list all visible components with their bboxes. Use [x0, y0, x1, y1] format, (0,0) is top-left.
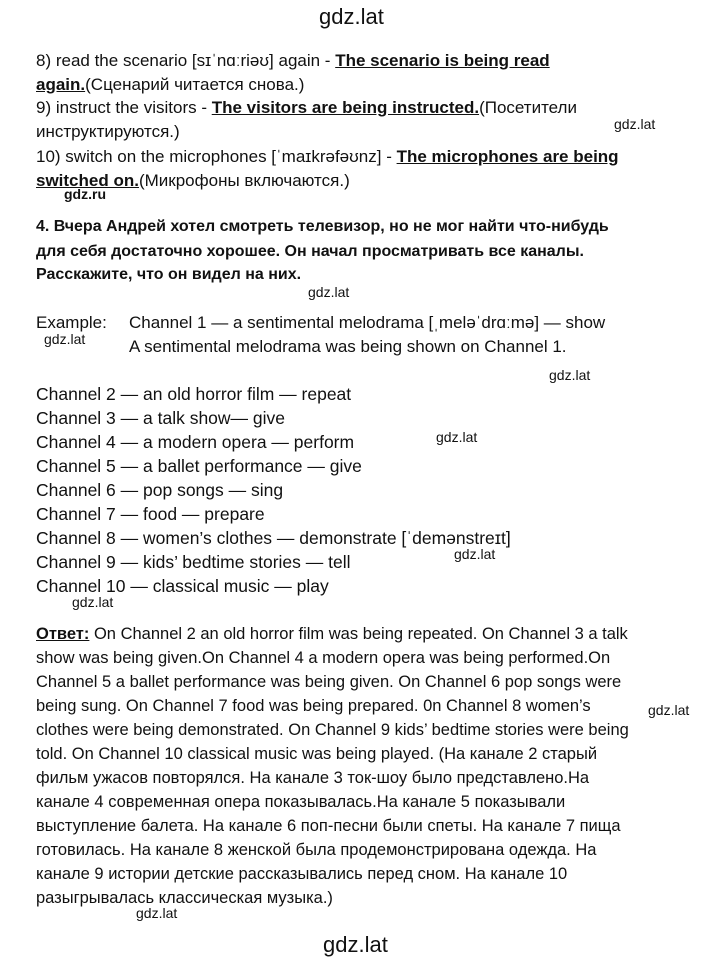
- item-10-answer: The microphones are being: [396, 147, 619, 166]
- item-10-answer-cont: switched on.: [36, 171, 139, 190]
- watermark-9: gdz.lat: [648, 702, 690, 718]
- item-9-line1: [36, 97, 577, 119]
- channel-line: Channel 4 — a modern opera — perform: [36, 432, 355, 452]
- task-line-1: 4. Вчера Андрей хотел смотреть телевизор, но не мог найти что-нибудь: [36, 218, 609, 235]
- watermark-6: gdz.lat: [436, 429, 478, 445]
- channel-line: Channel 10 — classical music — play: [36, 576, 329, 596]
- answer-line: Channel 5 a ballet performance was being given. On Channel 6 pop songs were: [36, 673, 622, 691]
- item-9-translation-cont: инструктируются.): [36, 122, 180, 141]
- item-8-prefix: 8) read the scenario [sɪˈnɑːriəʊ] again -: [36, 51, 336, 70]
- item-10-translation: (Микрофоны включаются.): [138, 171, 350, 190]
- item-9-line2: [36, 121, 180, 143]
- example-line-1: Channel 1 — a sentimental melodrama [ˌmeləˈdrɑːmə] — show: [129, 313, 606, 332]
- example-line-2: A sentimental melodrama was being shown on Channel 1.: [129, 337, 567, 356]
- channel-line: Channel 7 — food — prepare: [36, 504, 265, 524]
- answer-line: фильм ужасов повторялся. На канале 3 ток-шоу было представлено.На: [36, 769, 590, 787]
- channel-line: Channel 2 — an old horror film — repeat: [36, 384, 352, 404]
- answer-text: On Channel 2 an old horror film was being repeated. On Channel 3 a talk: [89, 625, 628, 643]
- item-8-translation: (Сценарий читается снова.): [85, 75, 305, 94]
- item-8-answer-cont: again.: [36, 75, 86, 94]
- watermark-2: gdz.ru: [64, 186, 106, 202]
- item-10-line1: [36, 146, 619, 168]
- task-line-3: Расскажите, что он видел на них.: [36, 266, 302, 283]
- watermark-bottom: gdz.lat: [323, 932, 388, 957]
- answer-line: разыгрывалась классическая музыка.): [36, 889, 333, 907]
- watermark-7: gdz.lat: [454, 546, 496, 562]
- channel-line: Channel 3 — a talk show— give: [36, 408, 286, 428]
- answer-line: clothes were being demonstrated. On Channel 9 kids’ bedtime stories were being: [36, 721, 629, 739]
- channel-line: Channel 8 — women’s clothes — demonstrate [ˈdemənstreɪt]: [36, 528, 511, 548]
- answer-line: выступление балета. На канале 6 поп-песни были спеты. На канале 7 пища: [36, 817, 621, 835]
- watermark-8: gdz.lat: [72, 594, 114, 610]
- answer-line: told. On Channel 10 classical music was being played. (На канале 2 старый: [36, 745, 598, 763]
- item-10-prefix: 10) switch on the microphones [ˈmaɪkrəfəʊnz] -: [36, 147, 397, 166]
- answer-line: being sung. On Channel 7 food was being prepared. 0n Channel 8 women’s: [36, 697, 591, 715]
- watermark-top: gdz.lat: [319, 4, 384, 29]
- watermark-1: gdz.lat: [614, 116, 656, 132]
- item-9-translation: (Посетители: [479, 98, 577, 117]
- example-label: Example:: [36, 313, 107, 332]
- channel-line: Channel 5 — a ballet performance — give: [36, 456, 362, 476]
- answer-line: show was being given.On Channel 4 a modern opera was being performed.On: [36, 649, 611, 667]
- item-9-answer: The visitors are being instructed.: [211, 98, 480, 117]
- channel-line: Channel 9 — kids’ bedtime stories — tell: [36, 552, 351, 572]
- answer-line-first: [36, 625, 628, 644]
- answer-line: готовилась. На канале 8 женской была продемонстрирована одежда. На: [36, 841, 597, 859]
- watermark-10: gdz.lat: [136, 905, 178, 921]
- channel-line: Channel 6 — pop songs — sing: [36, 480, 284, 500]
- answer-line: канале 9 истории детские рассказывались перед сном. На канале 10: [36, 865, 568, 883]
- watermark-3: gdz.lat: [308, 284, 350, 300]
- watermark-4: gdz.lat: [44, 331, 86, 347]
- task-line-2: для себя достаточно хорошее. Он начал просматривать все каналы.: [36, 243, 584, 260]
- item-9-prefix: 9) instruct the visitors -: [36, 98, 212, 117]
- item-8-answer: The scenario is being read: [335, 51, 550, 70]
- answer-line: канале 4 современная опера показывалась.На канале 5 показывали: [36, 793, 566, 811]
- item-8-line1: [36, 50, 550, 72]
- answer-label: Ответ:: [36, 625, 90, 643]
- item-8-line2: [36, 74, 304, 96]
- watermark-5: gdz.lat: [549, 367, 591, 383]
